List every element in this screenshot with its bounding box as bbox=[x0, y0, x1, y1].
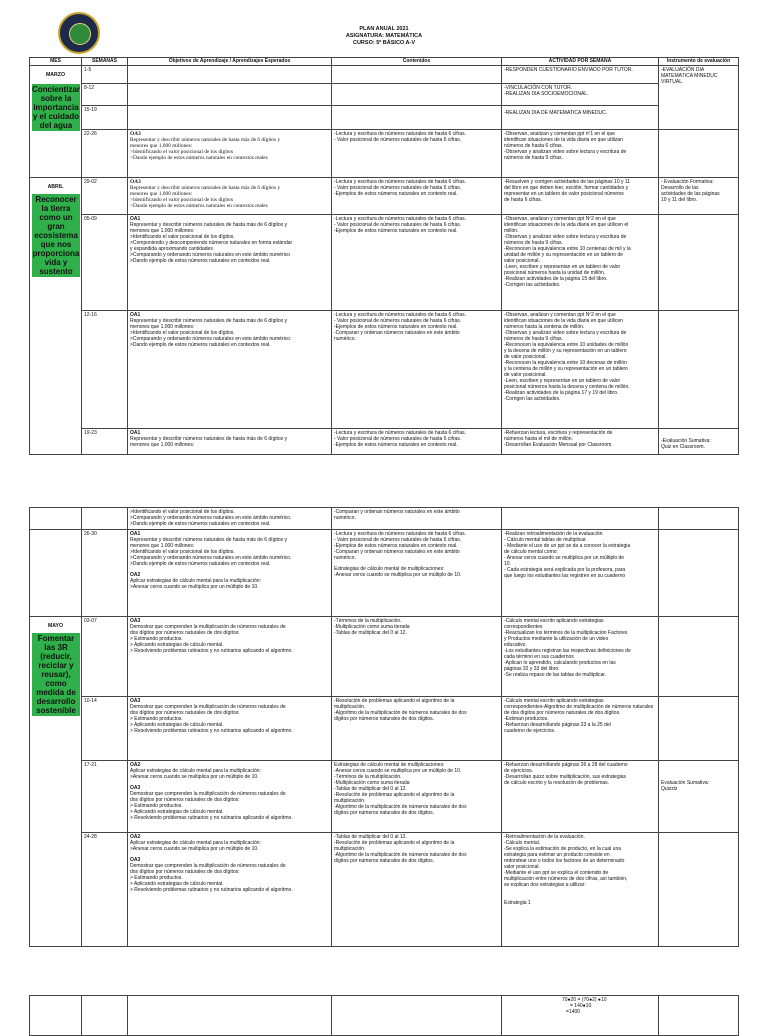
month-theme: Concientizar sobre la importancia y el cuidado del agua bbox=[32, 85, 81, 130]
activity-cell: -Refuerzan desarrollando páginas 26 a 28 del cuaderno de ejercicios. -Desarrollan quizz sobre multiplicación, sus estrategias de cálculo escrito y la resolución de problemas. bbox=[502, 761, 659, 833]
week-cell: 15-19 bbox=[82, 106, 128, 130]
activity-cell: -Observan, analizan y comentan ppt nº1 en el que identifican situaciones de la vida diaria en que utilizan números de hasta 6 cifras. -Observan y analizan video sobre lectura y escritura de números de hasta 9 cifras. bbox=[502, 130, 659, 178]
content-cell: Estrategias de cálculo mental de multiplicaciones: -Anexar ceros cuando se multiplica por un múltiplo de 10. -Términos de la multiplicación. -Multiplicación como suma iterada -Tablas de multiplicar del 0 al 12. -Resolución de problemas aplicando el algoritmo de la multiplicación. -Algoritmo de la multiplicación de números naturales de dos dígitos por números naturales de dos dígitos. bbox=[332, 761, 502, 833]
objective-cell: OA1 Representar y describir números naturales de hasta más de 6 dígitos y menores que 1.000 millones: >Identificando el valor posicional de los dígitos. >Componiendo y descomponiendo números naturales en forma estándar y expandida aproximando cantidades >Comparando y ordenando números naturales en este ámbito numérico >Dando ejemplo de estos números naturales en contextos real. bbox=[128, 215, 332, 311]
table-row bbox=[30, 617, 739, 697]
content-cell: -Tablas de multiplicar del 0 al 12. -Resolución de problemas aplicando el algoritmo de la multiplicación. -Algoritmo de la multiplicación de números naturales de dos dígitos por números naturales de dos dígitos. bbox=[332, 833, 502, 947]
week-cell: 24-28 bbox=[82, 833, 128, 947]
objective-cell: OA1 Representar y describir números naturales de hasta más de 6 dígitos y menores que 1.000 millones: >Identificando el valor posicional de los dígitos. >Comparando y ordenando números naturales en este ámbito numérico. >Dando ejemplo de estos números naturales en contextos real. OA2 Aplicar estrategias de cálculo mental para la multiplicación: >Anexar ceros cuando se multiplica por un múltiplo de 10. bbox=[128, 530, 332, 617]
week-cell: 10-14 bbox=[82, 697, 128, 761]
col-header-semanas: SEMANAS bbox=[82, 58, 128, 66]
week-cell: 1-5 bbox=[82, 66, 128, 84]
col-header-instrumento: Instrumento de evaluación bbox=[659, 58, 739, 66]
objective-cell: OA2 Aplicar estrategias de cálculo mental para la multiplicación: >Anexar ceros cuando se multiplica por un múltiplo de 10. OA3 Demostrar que comprenden la multiplicación de números naturales de dos dígitos por números naturales de dos dígitos: > Estimando productos. > Aplicando estrategias de cálculo mental. > Resolviendo problemas rutinarios y no rutinarios aplicando el algoritmo. bbox=[128, 833, 332, 947]
activity-cell: -RESPONDEN CUESTIONARIO ENVIADO POR TUTOR. bbox=[502, 66, 659, 84]
plan-table-page-2 bbox=[29, 507, 739, 947]
activity-cell: -Observan, analizan y comentan ppt Nº2 en el que identifican situaciones de la vida diaria en que utilicen el millón. -Observan y analizan video sobre lectura y escritura de números de hasta 9 cifras. -Reconocen la equivalencia entre 10 centenas de mil y la unidad de millón y su representación en un tablero de valor posicional. -Leen, escriben y representan en un tablero de valor posicional números hasta la unidad de millón. -Realizan actividades de la página 15 del libro. -Corrigen las actividades. bbox=[502, 215, 659, 311]
table-row bbox=[30, 178, 739, 215]
objective-cell: >Identificando el valor posicional de los dígitos. >Comparando y ordenando números naturales en este ámbito numérico. >Dando ejemplo de estos números naturales en contextos real. bbox=[128, 508, 332, 530]
col-header-contenidos: Contenidos bbox=[332, 58, 502, 66]
month-cell-abril bbox=[30, 178, 82, 455]
week-cell: 12-16 bbox=[82, 311, 128, 429]
table-row bbox=[30, 530, 739, 617]
col-header-objetivos: Objetivos de Aprendizaje / Aprendizajes Esperados bbox=[128, 58, 332, 66]
content-cell: -Lectura y escritura de números naturales de hasta 6 cifras. - Valor posicional de números naturales de hasta 6 cifras. bbox=[332, 130, 502, 178]
week-cell: 29-02 bbox=[82, 178, 128, 215]
table-row bbox=[30, 508, 739, 530]
content-cell: -Lectura y escritura de números naturales de hasta 6 cifras. - Valor posicional de números naturales de hasta 6 cifras. -Ejemplos de estos números naturales en contexto real. bbox=[332, 429, 502, 455]
content-cell: -Términos de la multiplicación. -Multiplicación como suma iterada -Tablas de multiplicar del 0 al 12. bbox=[332, 617, 502, 697]
table-row bbox=[30, 697, 739, 761]
month-theme: Reconocer la tierra como un gran ecosistema que nos proporciona vida y sustento bbox=[32, 195, 80, 276]
header-title: PLAN ANUAL 2021 bbox=[359, 26, 409, 32]
activity-cell: -Cálculo mental escrito aplicando estrategias correspondientes-Algoritmo de multiplicación de números naturales de dos dígitos por números naturales de dos dígitos. -Estiman productos. -Refuerzan desarrollando páginas 23 a la 25 del cuaderno de ejercicios. bbox=[502, 697, 659, 761]
activity-cell: -Realizan retroalimentación de la evaluación. - Cálculo mental tablas de multiplicar. - Mediante el uso de un ppt se da a conocer la estrategia de cálculo mental como: - Anexar ceros cuando se multiplica por un múltiplo de 10. - Cada estrategia será explicada por la profesora, para que luego los estudiantes las registren en su cuaderno bbox=[502, 530, 659, 617]
week-cell: 03-07 bbox=[82, 617, 128, 697]
week-cell: 05-09 bbox=[82, 215, 128, 311]
month-name: ABRIL bbox=[47, 184, 64, 190]
table-row bbox=[30, 106, 739, 130]
content-cell: -Lectura y escritura de números naturales de hasta 6 cifras. - Valor posicional de números naturales de hasta 6 cifras. -Ejemplos de estos números naturales en contexto real. bbox=[332, 215, 502, 311]
objective-cell: OA1 Representar y describir números naturales de hasta más de 6 dígitos y menores que 1.000 millones: >Identificando el valor posicional de los dígitos. >Comparando y ordenando números naturales en este ámbito numérico. >Dando ejemplo de estos números naturales en contextos real. bbox=[128, 311, 332, 429]
objective-cell: OA3 Demostrar que comprenden la multiplicación de números naturales de dos dígitos por números naturales de dos dígitos: > Estimando productos. > Aplicando estrategias de cálculo mental. > Resolviendo problemas rutinarios y no rutinarios aplicando el algoritmo. bbox=[128, 697, 332, 761]
activity-cell: -REALIZAN DIA DE MATEMATICA MINEDUC. bbox=[502, 106, 659, 130]
col-header-mes: MES bbox=[30, 58, 82, 66]
table-row bbox=[30, 996, 739, 1036]
instrument-cell: -Evaluación Sumativa: Quiz en Classroom. bbox=[659, 429, 739, 455]
activity-cell: -Observan, analizan y comentan ppt Nº2 en el que identifican situaciones de la vida diaria en que utilicen números hasta la centena de millón. -Observan y analizan video sobre lectura y escritura de números de hasta 9 cifras. -Reconocen la equivalencia entre 10 unidades de millón y la decena de millón y su representación en un tablero de valor posicional. -Reconocen la equivalencia entre 10 decenas de millón y la centena de millón y su representación en un tablero de valor posicional. -Leen, escriben y representan en un tablero de valor posicional números hasta la decena y centena de millón. -Realizan actividades de la página 17 y 19 del libro. -Corrigen las actividades. bbox=[502, 311, 659, 429]
objective-cell: OA3 Representar y describir números naturales de hasta más de 6 dígitos y menores que 1.000 millones: >Identificando el valor posicional de los dígitos >Dando ejemplo de estos números naturales en contextos reales bbox=[128, 130, 332, 178]
table-row bbox=[30, 833, 739, 947]
content-cell: -Lectura y escritura de números naturales de hasta 6 cifras. - Valor posicional de números naturales de hasta 6 cifras. -Ejemplos de estos números naturales en contexto real. -Comparan y ordenan números naturales en este ámbito numérico. Estrategias de cálculo mental de multiplicaciones: -Anexar ceros cuando se multiplica por un múltiplo de 10. bbox=[332, 530, 502, 617]
table-row bbox=[30, 311, 739, 429]
table-row bbox=[30, 215, 739, 311]
week-cell: 8-12 bbox=[82, 84, 128, 106]
activity-cell: 70●20 = (70●2) ●10 = 140●10 =1400 bbox=[502, 996, 659, 1036]
table-header-row bbox=[30, 58, 739, 66]
activity-cell: -Cálculo mental escrito aplicando estrategias correspondientes -Reactualizan los términos de la multiplicación Factores y Productos mediante la utilización de un video educativo. -Los estudiantes registran las respectivas definiciones de cada término en sus cuadernos -Aplican lo aprendido, calculando productos en las páginas 32 y 33 del libro. -Se realiza repaso de las tablas de multiplicar. bbox=[502, 617, 659, 697]
table-row bbox=[30, 761, 739, 833]
month-name: MARZO bbox=[45, 72, 66, 78]
week-cell: 26-30 bbox=[82, 530, 128, 617]
table-row bbox=[30, 84, 739, 106]
month-theme: Fomentar las 3R (reducir, reciclar y reusar), como medida de desarrollo sostenible bbox=[32, 633, 80, 716]
plan-table-page-3 bbox=[29, 995, 739, 1036]
week-cell: 22-26 bbox=[82, 130, 128, 178]
objective-cell: OA1 Representar y describir números naturales de hasta más de 6 dígitos y menores que 1.000 millones: bbox=[128, 429, 332, 455]
instrument-cell: Evaluación Sumativa: Quizziz bbox=[659, 761, 739, 833]
content-cell: -Comparan y ordenan números naturales en este ámbito numérico. bbox=[332, 508, 502, 530]
month-cell-marzo bbox=[30, 66, 82, 178]
activity-cell: -Retroalimentación de la evaluación. -Cálculo mental. -Se explica la estimación de producto, en la cual una estrategia para estimar un producto consiste en redondear uno o todos los factores de un determinado valor posicional. -Mediante el uso ppt se explica el contenido de multiplicación entre números de dos cifras, así también, se explican dos estrategias a utilizar: Estrategia 1 bbox=[502, 833, 659, 947]
objective-cell: OA3 Representar y describir números naturales de hasta más de 6 dígitos y menores que 1.000 millones: >Identificando el valor posicional de los dígitos >Dando ejemplo de estos números naturales en contextos reales bbox=[128, 178, 332, 215]
month-name: MAYO bbox=[47, 623, 64, 629]
week-cell: 19-23 bbox=[82, 429, 128, 455]
content-cell: -Lectura y escritura de números naturales de hasta 6 cifras. - Valor posicional de números naturales de hasta 6 cifras. -Ejemplos de estos números naturales en contexto real. bbox=[332, 178, 502, 215]
objective-cell: OA3 Demostrar que comprenden la multiplicación de números naturales de dos dígitos por números naturales de dos dígitos: > Estimando productos. > Aplicando estrategias de cálculo mental. > Resolviendo problemas rutinarios y no rutinarios aplicando el algoritmo. bbox=[128, 617, 332, 697]
instrument-cell: - Evaluación Formativa: Desarrollo de las actividades de las páginas 10 y 11 del libro. bbox=[659, 178, 739, 215]
table-row bbox=[30, 429, 739, 455]
objective-cell: OA2 Aplicar estrategias de cálculo mental para la multiplicación: >Anexar ceros cuando se multiplica por un múltiplo de 10. OA3 Demostrar que comprenden la multiplicación de números naturales de dos dígitos por números naturales de dos dígitos: > Estimando productos. > Aplicando estrategias de cálculo mental. > Resolviendo problemas rutinarios y no rutinarios aplicando el algoritmo. bbox=[128, 761, 332, 833]
table-row bbox=[30, 130, 739, 178]
content-cell: -Lectura y escritura de números naturales de hasta 6 cifras. - Valor posicional de números naturales de hasta 6 cifras. -Ejemplos de estos números naturales en contexto real. -Comparan y ordenan números naturales en este ámbito numérico. bbox=[332, 311, 502, 429]
table-row bbox=[30, 66, 739, 84]
document-header bbox=[0, 26, 768, 47]
plan-table-page-1 bbox=[29, 57, 739, 455]
header-course: CURSO: 5º BÁSICO A-V bbox=[352, 40, 415, 46]
instrument-cell: -EVALUACIÓN DIA MATEMATICA MINEDUC VIRTUAL. bbox=[659, 66, 739, 130]
week-cell: 17-21 bbox=[82, 761, 128, 833]
col-header-actividad: ACTIVIDAD POR SEMANA bbox=[502, 58, 659, 66]
activity-cell: -VINCULACIÓN CON TUTOR. -REALIZAN DIA SOCIOEMOCIONAL. bbox=[502, 84, 659, 106]
content-cell: -Resolución de problemas aplicando el algoritmo de la multiplicación. -Algoritmo de la multiplicación de números naturales de dos dígitos por números naturales de dos dígitos. bbox=[332, 697, 502, 761]
activity-cell: -Resuelven y corrigen actividades de las páginas 10 y 11 del libro en que deben leer, escribir, formar cantidades y representar en un tablero de valor posicional números de hasta 6 cifras. bbox=[502, 178, 659, 215]
month-cell-mayo bbox=[30, 617, 82, 947]
header-subject: ASIGNATURA: MATEMÁTICA bbox=[345, 33, 423, 39]
activity-cell: -Refuerzan lectura, escritura y representación de números hasta el mil de millón. -Desarrollan Evaluación Mensual por Classroom. bbox=[502, 429, 659, 455]
